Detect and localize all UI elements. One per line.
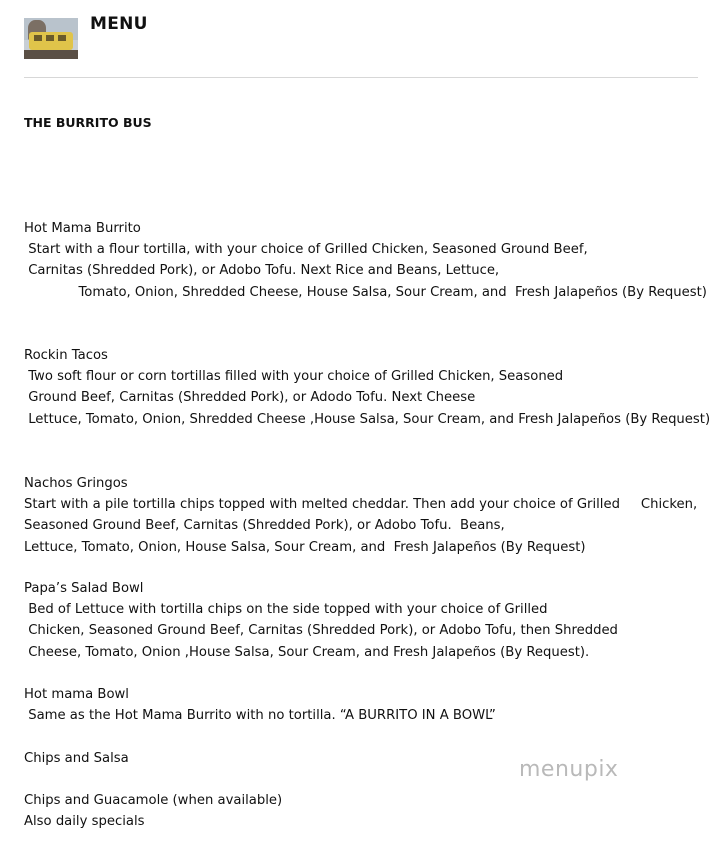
header-divider: [24, 77, 698, 78]
menu-item-name: Hot Mama Burrito: [24, 221, 141, 236]
menu-item-description: Ground Beef, Carnitas (Shredded Pork), or Adodo Tofu. Next Cheese: [24, 390, 476, 406]
menu-item-description: Chicken, Seasoned Ground Beef, Carnitas (Shredded Pork), or Adobo Tofu, then Shredded: [24, 623, 618, 639]
brand-name: THE BURRITO BUS: [24, 115, 152, 130]
menu-item-name: Chips and Guacamole (when available): [24, 793, 283, 808]
menu-item: [24, 345, 710, 430]
menu-item-description: Also daily specials: [24, 814, 145, 829]
menu-item-name: Nachos Gringos: [24, 476, 128, 491]
menu-item-description: Carnitas (Shredded Pork), or Adobo Tofu. Next Rice and Beans, Lettuce,: [24, 263, 500, 279]
menu-item-description: Same as the Hot Mama Burrito with no tortilla. “A BURRITO IN A BOWL”: [24, 708, 496, 723]
menu-item-description: Start with a flour tortilla, with your choice of Grilled Chicken, Seasoned Ground Beef,: [24, 242, 588, 257]
menu-item-name: Hot mama Bowl: [24, 687, 129, 702]
menu-item-description: Bed of Lettuce with tortilla chips on the side topped with your choice of Grilled: [24, 602, 548, 617]
page-title: MENU: [90, 14, 148, 34]
menu-item-name: Rockin Tacos: [24, 348, 108, 363]
bus-thumbnail: [24, 18, 78, 59]
menu-item-description: Cheese, Tomato, Onion ,House Salsa, Sour Cream, and Fresh Jalapeños (By Request).: [24, 644, 590, 660]
menu-item-name: Papa’s Salad Bowl: [24, 581, 144, 596]
menu-item-description: Seasoned Ground Beef, Carnitas (Shredded Pork), or Adobo Tofu. Beans,: [24, 518, 505, 534]
menu-item: [24, 790, 282, 832]
menu-item-description: Tomato, Onion, Shredded Cheese, House Salsa, Sour Cream, and Fresh Jalapeños (By Request): [24, 284, 707, 300]
menu-item-description: Start with a pile tortilla chips topped with melted cheddar. Then add your choice of Grilled Chicken,: [24, 497, 698, 512]
menu-item-description: Two soft flour or corn tortillas filled with your choice of Grilled Chicken, Seasoned: [24, 369, 564, 384]
menu-item: [24, 473, 697, 558]
menu-item-name: Chips and Salsa: [24, 751, 129, 766]
menu-item-description: Lettuce, Tomato, Onion, Shredded Cheese ,House Salsa, Sour Cream, and Fresh Jalapeños (By Request): [24, 411, 711, 427]
watermark: menupix: [519, 757, 619, 782]
menu-item: [24, 684, 496, 726]
menu-item: [24, 578, 618, 663]
menu-item-description: Lettuce, Tomato, Onion, House Salsa, Sour Cream, and Fresh Jalapeños (By Request): [24, 539, 586, 555]
menu-item: [24, 748, 129, 769]
menu-item: [24, 218, 707, 303]
